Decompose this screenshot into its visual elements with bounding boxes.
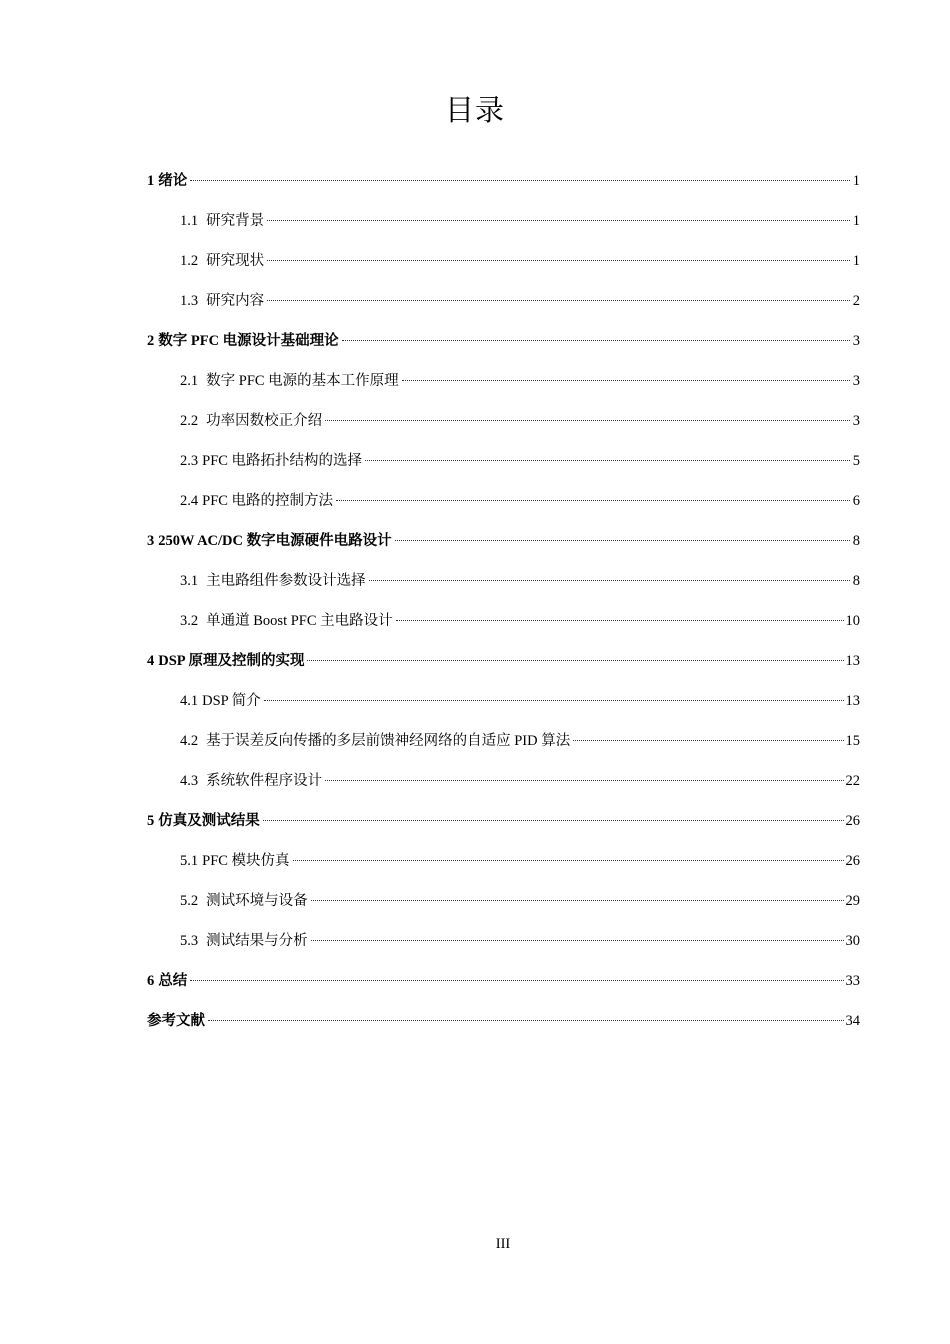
- toc-entry-page-number: 8: [852, 533, 860, 549]
- toc-entry-number: 2.4: [180, 493, 199, 509]
- toc-entry-title: 测试结果与分析: [206, 933, 308, 949]
- toc-entry-label: [147, 328, 339, 354]
- toc-section-entry[interactable]: [147, 848, 860, 888]
- toc-dot-leader: [311, 900, 844, 901]
- toc-section-entry[interactable]: [147, 928, 860, 968]
- toc-entry-title: PFC 电路拓扑结构的选择: [202, 453, 363, 469]
- toc-entry-label: [147, 648, 304, 674]
- toc-entry-label: [147, 808, 260, 834]
- toc-dot-leader: [264, 700, 844, 701]
- toc-entry-label: [180, 848, 290, 874]
- toc-entry-number: 5.2: [180, 893, 199, 909]
- toc-entry-label: [180, 408, 322, 434]
- toc-section-entry[interactable]: [147, 768, 860, 808]
- toc-entry-label: [180, 288, 264, 314]
- toc-entry-title: 基于误差反向传播的多层前馈神经网络的自适应 PID 算法: [206, 733, 571, 749]
- toc-entry-title: 研究现状: [206, 253, 265, 269]
- toc-section-entry[interactable]: [147, 728, 860, 768]
- toc-entry-label: [147, 528, 392, 554]
- toc-entry-page-number: 3: [852, 333, 860, 349]
- toc-chapter-entry[interactable]: [147, 968, 860, 1008]
- toc-entry-number: 1.3: [180, 293, 199, 309]
- toc-entry-title: PFC 电路的控制方法: [202, 493, 334, 509]
- toc-entry-title: 总结: [158, 973, 188, 989]
- toc-entry-page-number: 1: [852, 213, 860, 229]
- toc-entry-page-number: 8: [852, 573, 860, 589]
- toc-dot-leader: [573, 740, 843, 741]
- toc-entry-page-number: 26: [845, 813, 860, 829]
- toc-section-entry[interactable]: [147, 408, 860, 448]
- toc-entry-number: 2.1: [180, 373, 199, 389]
- toc-entry-label: [180, 768, 322, 794]
- toc-chapter-entry[interactable]: [147, 328, 860, 368]
- toc-entry-page-number: 29: [845, 893, 860, 909]
- toc-entry-page-number: 13: [845, 693, 860, 709]
- toc-entry-title: 250W AC/DC 数字电源硬件电路设计: [158, 533, 392, 549]
- toc-dot-leader: [395, 540, 850, 541]
- toc-entry-label: [180, 368, 399, 394]
- toc-entry-page-number: 34: [845, 1013, 860, 1029]
- toc-entry-title: 仿真及测试结果: [158, 813, 260, 829]
- toc-entry-title: PFC 模块仿真: [202, 853, 290, 869]
- table-of-contents: [147, 168, 860, 1048]
- toc-entry-page-number: 15: [845, 733, 860, 749]
- toc-entry-page-number: 10: [845, 613, 860, 629]
- toc-entry-number: 6: [147, 973, 155, 989]
- toc-entry-number: 1: [147, 173, 155, 189]
- toc-dot-leader: [190, 980, 843, 981]
- toc-entry-label: [147, 968, 187, 994]
- toc-entry-title: 主电路组件参数设计选择: [206, 573, 366, 589]
- toc-chapter-entry[interactable]: [147, 648, 860, 688]
- toc-entry-page-number: 13: [845, 653, 860, 669]
- toc-chapter-entry[interactable]: [147, 168, 860, 208]
- toc-entry-number: 2: [147, 333, 155, 349]
- toc-entry-page-number: 22: [845, 773, 860, 789]
- toc-entry-title: 单通道 Boost PFC 主电路设计: [206, 613, 393, 629]
- toc-section-entry[interactable]: [147, 688, 860, 728]
- toc-entry-number: 2.3: [180, 453, 199, 469]
- toc-entry-page-number: 26: [845, 853, 860, 869]
- toc-dot-leader: [263, 820, 844, 821]
- toc-entry-title: DSP 原理及控制的实现: [158, 653, 305, 669]
- toc-dot-leader: [311, 940, 844, 941]
- toc-dot-leader: [267, 220, 850, 221]
- toc-entry-number: 5.1: [180, 853, 199, 869]
- toc-section-entry[interactable]: [147, 488, 860, 528]
- toc-entry-page-number: 3: [852, 373, 860, 389]
- toc-dot-leader: [293, 860, 844, 861]
- toc-entry-title: 参考文献: [147, 1013, 205, 1029]
- toc-entry-label: [180, 248, 264, 274]
- toc-section-entry[interactable]: [147, 208, 860, 248]
- toc-entry-title: 系统软件程序设计: [206, 773, 323, 789]
- toc-entry-number: 4: [147, 653, 155, 669]
- toc-entry-number: 4.2: [180, 733, 199, 749]
- toc-dot-leader: [267, 260, 850, 261]
- toc-dot-leader: [325, 420, 850, 421]
- toc-section-entry[interactable]: [147, 568, 860, 608]
- toc-entry-label: [180, 728, 570, 754]
- toc-entry-page-number: 30: [845, 933, 860, 949]
- toc-entry-label: [180, 928, 308, 954]
- toc-entry-title: 数字 PFC 电源的基本工作原理: [206, 373, 399, 389]
- toc-entry-number: 5: [147, 813, 155, 829]
- toc-chapter-entry[interactable]: [147, 1008, 860, 1048]
- page-number: III: [495, 1236, 511, 1252]
- toc-entry-label: [180, 688, 261, 714]
- toc-entry-page-number: 2: [852, 293, 860, 309]
- toc-entry-number: 2.2: [180, 413, 199, 429]
- toc-section-entry[interactable]: [147, 368, 860, 408]
- toc-entry-title: 研究背景: [206, 213, 265, 229]
- toc-entry-number: 3.2: [180, 613, 199, 629]
- toc-entry-title: 绪论: [158, 173, 188, 189]
- toc-entry-label: [147, 168, 187, 194]
- toc-entry-number: 3: [147, 533, 155, 549]
- toc-dot-leader: [190, 180, 850, 181]
- toc-entry-label: [180, 888, 308, 914]
- toc-entry-title: DSP 简介: [202, 693, 261, 709]
- toc-entry-label: [180, 568, 366, 594]
- toc-section-entry[interactable]: [147, 608, 860, 648]
- toc-entry-label: [147, 1008, 205, 1034]
- toc-entry-label: [180, 208, 264, 234]
- toc-entry-page-number: 33: [845, 973, 860, 989]
- toc-dot-leader: [208, 1020, 844, 1021]
- toc-dot-leader: [267, 300, 850, 301]
- toc-dot-leader: [307, 660, 843, 661]
- toc-dot-leader: [402, 380, 850, 381]
- toc-entry-number: 1.1: [180, 213, 199, 229]
- toc-entry-number: 4.3: [180, 773, 199, 789]
- toc-entry-title: 测试环境与设备: [206, 893, 308, 909]
- toc-entry-page-number: 3: [852, 413, 860, 429]
- toc-entry-page-number: 1: [852, 173, 860, 189]
- toc-chapter-entry[interactable]: [147, 808, 860, 848]
- toc-chapter-entry[interactable]: [147, 528, 860, 568]
- toc-entry-page-number: 5: [852, 453, 860, 469]
- toc-dot-leader: [369, 580, 850, 581]
- toc-dot-leader: [336, 500, 850, 501]
- toc-entry-label: [180, 488, 333, 514]
- page-title: 目录: [444, 93, 505, 127]
- toc-entry-label: [180, 608, 393, 634]
- toc-entry-number: 4.1: [180, 693, 199, 709]
- toc-entry-title: 数字 PFC 电源设计基础理论: [158, 333, 339, 349]
- toc-entry-title: 功率因数校正介绍: [206, 413, 323, 429]
- toc-entry-page-number: 1: [852, 253, 860, 269]
- toc-section-entry[interactable]: [147, 448, 860, 488]
- toc-section-entry[interactable]: [147, 288, 860, 328]
- toc-section-entry[interactable]: [147, 248, 860, 288]
- toc-dot-leader: [396, 620, 844, 621]
- toc-entry-title: 研究内容: [206, 293, 265, 309]
- toc-dot-leader: [325, 780, 843, 781]
- toc-dot-leader: [365, 460, 850, 461]
- toc-dot-leader: [342, 340, 850, 341]
- toc-entry-page-number: 6: [852, 493, 860, 509]
- toc-entry-number: 1.2: [180, 253, 199, 269]
- toc-entry-label: [180, 448, 362, 474]
- toc-section-entry[interactable]: [147, 888, 860, 928]
- toc-entry-number: 5.3: [180, 933, 199, 949]
- toc-entry-number: 3.1: [180, 573, 199, 589]
